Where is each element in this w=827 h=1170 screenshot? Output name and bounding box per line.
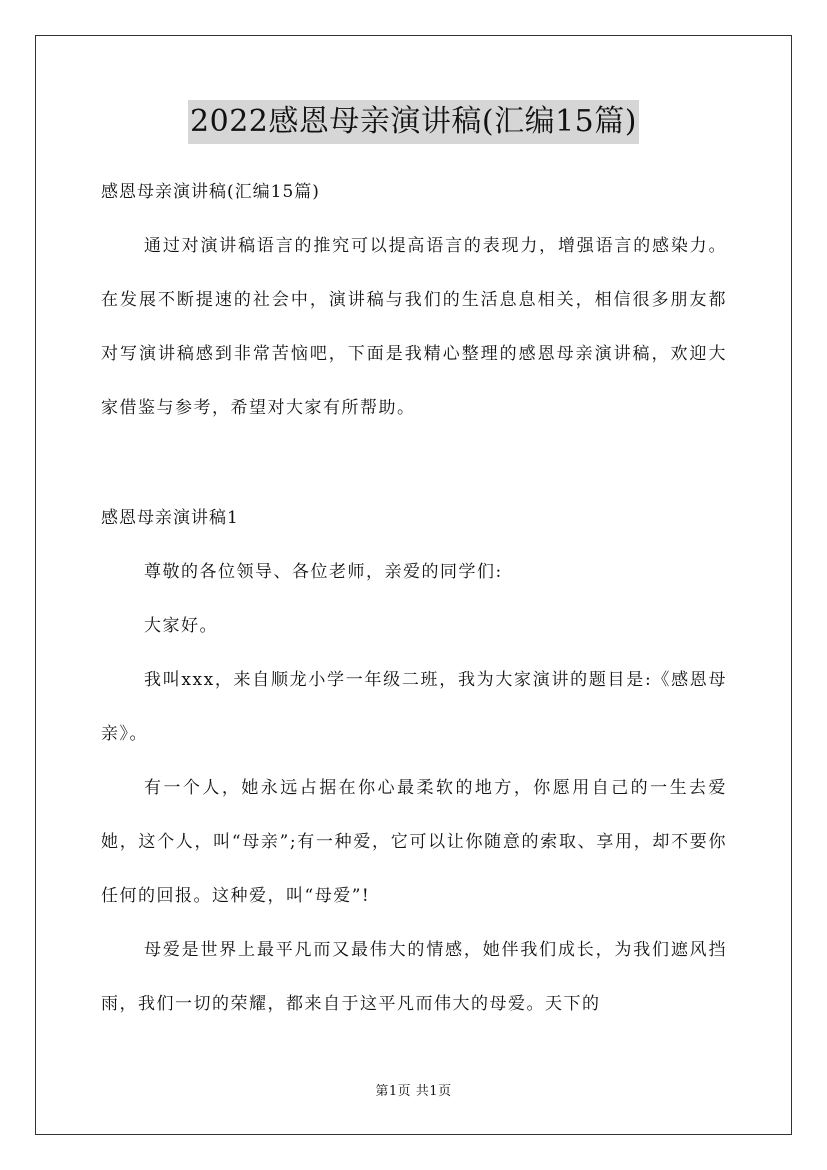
section-heading: 感恩母亲演讲稿1 — [101, 508, 239, 528]
document-title: 2022感恩母亲演讲稿(汇编15篇) — [188, 100, 639, 144]
paragraph-hello: 大家好。 — [144, 616, 218, 636]
paragraph-greeting: 尊敬的各位领导、各位老师，亲爱的同学们: — [144, 562, 503, 582]
paragraph-mother-love: 有一个人，她永远占据在你心最柔软的地方，你愿用自己的一生去爱她，这个人，叫“母亲”;有一种爱，它可以让你随意的索取、享用，却不要你任何的回报。这种爱，叫“母爱”! — [101, 778, 727, 906]
paragraph-intro-self: 我叫xxx，来自顺龙小学一年级二班，我为大家演讲的题目是:《感恩母亲》。 — [101, 670, 727, 744]
document-subtitle: 感恩母亲演讲稿(汇编15篇) — [101, 182, 320, 202]
page-footer: 第1页 共1页 — [375, 1084, 452, 1099]
title-container — [0, 100, 827, 144]
intro-paragraph: 通过对演讲稿语言的推究可以提高语言的表现力，增强语言的感染力。在发展不断提速的社会中，演讲稿与我们的生活息息相关，相信很多朋友都对写演讲稿感到非常苦恼吧，下面是我精心整理的感恩母亲演讲稿，欢迎大家借鉴与参考，希望对大家有所帮助。 — [101, 236, 727, 418]
paragraph-great-love: 母爱是世界上最平凡而又最伟大的情感，她伴我们成长，为我们遮风挡雨，我们一切的荣耀，都来自于这平凡而伟大的母爱。天下的 — [101, 940, 727, 1014]
